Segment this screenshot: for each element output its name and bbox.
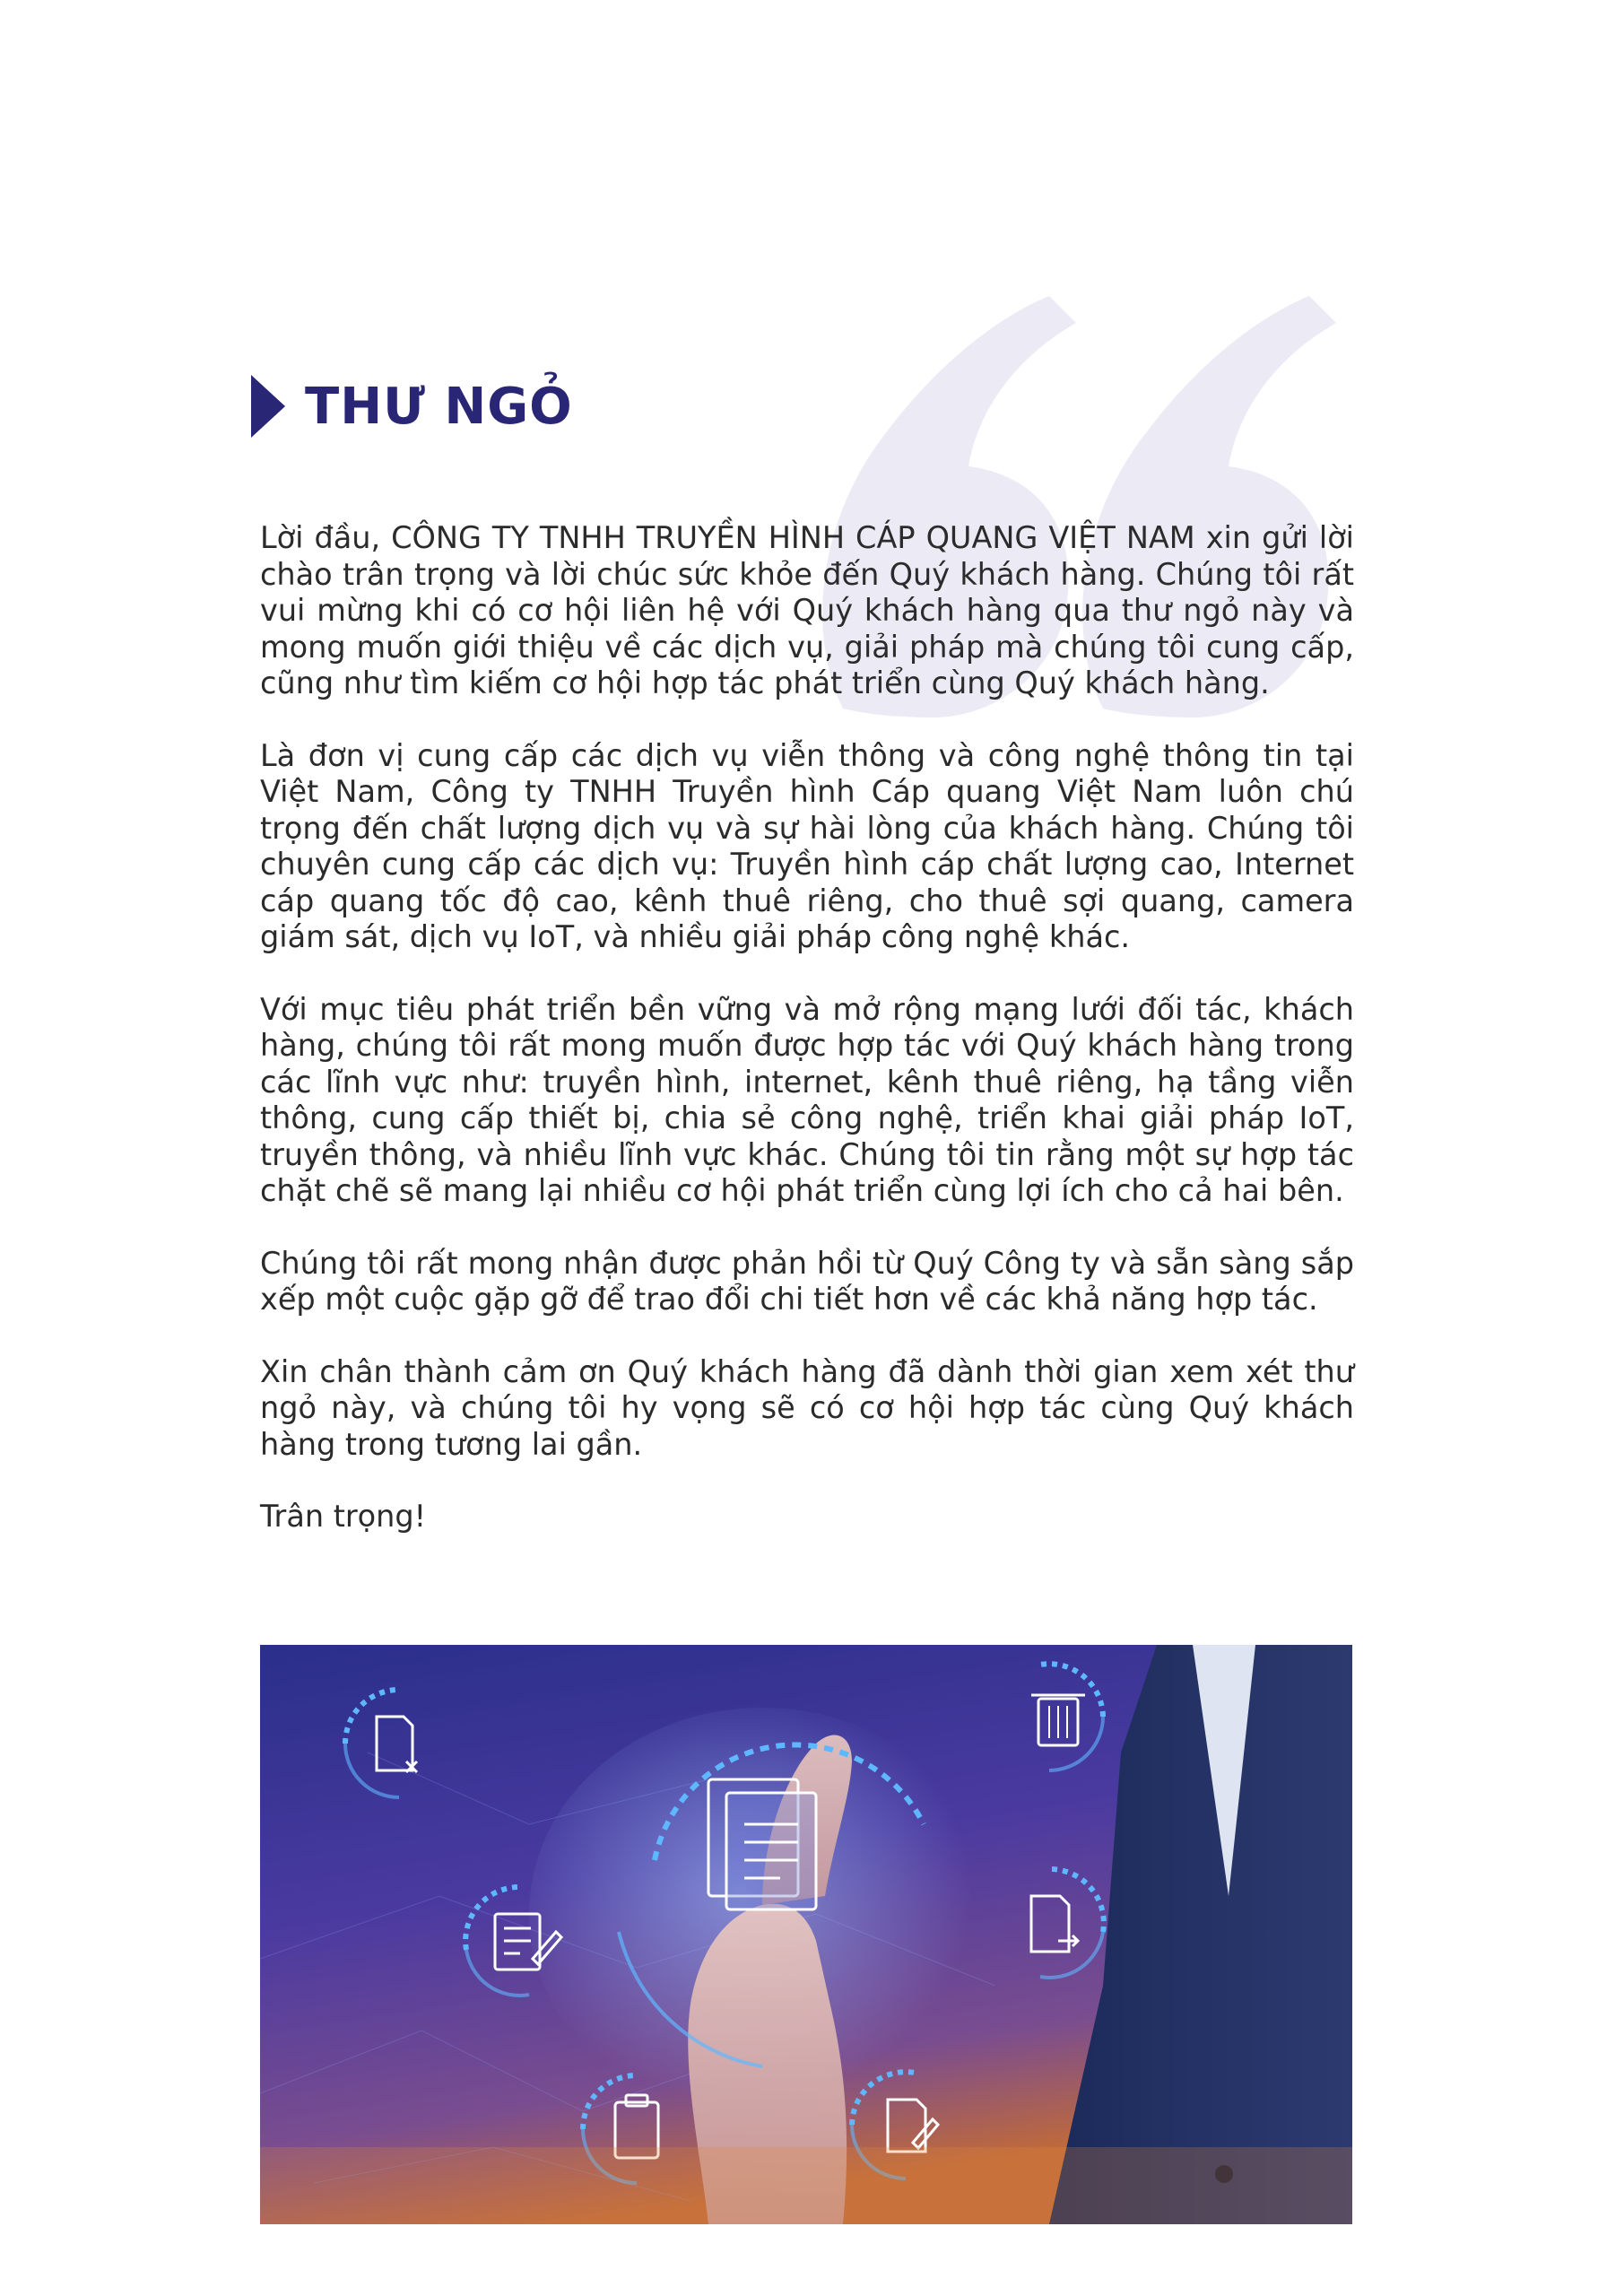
- letter-paragraph: Xin chân thành cảm ơn Quý khách hàng đã dành thời gian xem xét thư ngỏ này, và chúng tôi hy vọng sẽ có cơ hội hợp tác cùng Quý khách hàng trong tương lai gần.: [260, 1353, 1354, 1462]
- page-title: THƯ NGỎ: [305, 377, 573, 436]
- letter-paragraph: Lời đầu, CÔNG TY TNHH TRUYỀN HÌNH CÁP QUANG VIỆT NAM xin gửi lời chào trân trọng và lời chúc sức khỏe đến Quý khách hàng. Chúng tôi rất vui mừng khi có cơ hội liên hệ với Quý khách hàng qua thư ngỏ này và mong muốn giới thiệu về các dịch vụ, giải pháp mà chúng tôi cung cấp, cũng như tìm kiếm cơ hội hợp tác phát triển cùng Quý khách hàng.: [260, 520, 1354, 700]
- play-arrow-icon: [251, 375, 285, 438]
- letter-closing: Trân trọng!: [260, 1499, 427, 1534]
- section-heading: [251, 375, 573, 438]
- letter-paragraph: Với mục tiêu phát triển bền vững và mở rộng mạng lưới đối tác, khách hàng, chúng tôi rất mong muốn được hợp tác với Quý khách hàng trong các lĩnh vực như: truyền hình, internet, kênh thuê riêng, hạ tầng viễn thông, cung cấp thiết bị, chia sẻ công nghệ, triển khai giải pháp IoT, truyền thông, và nhiều lĩnh vực khác. Chúng tôi tin rằng một sự hợp tác chặt chẽ sẽ mang lại nhiều cơ hội phát triển cùng lợi ích cho cả hai bên.: [260, 991, 1354, 1208]
- hero-image: [260, 1645, 1352, 2224]
- letter-paragraph: Là đơn vị cung cấp các dịch vụ viễn thông và công nghệ thông tin tại Việt Nam, Công ty TNHH Truyền hình Cáp quang Việt Nam luôn chú trọng đến chất lượng dịch vụ và sự hài lòng của khách hàng. Chúng tôi chuyên cung cấp các dịch vụ: Truyền hình cáp chất lượng cao, Internet cáp quang tốc độ cao, kênh thuê riêng, cho thuê sợi quang, camera giám sát, dịch vụ IoT, và nhiều giải pháp công nghệ khác.: [260, 737, 1354, 954]
- digital-documents-illustration: [260, 1645, 1352, 2224]
- letter-paragraph: Chúng tôi rất mong nhận được phản hồi từ Quý Công ty và sẵn sàng sắp xếp một cuộc gặp gỡ để trao đổi chi tiết hơn về các khả năng hợp tác.: [260, 1245, 1354, 1317]
- letter-body: [260, 520, 1354, 1571]
